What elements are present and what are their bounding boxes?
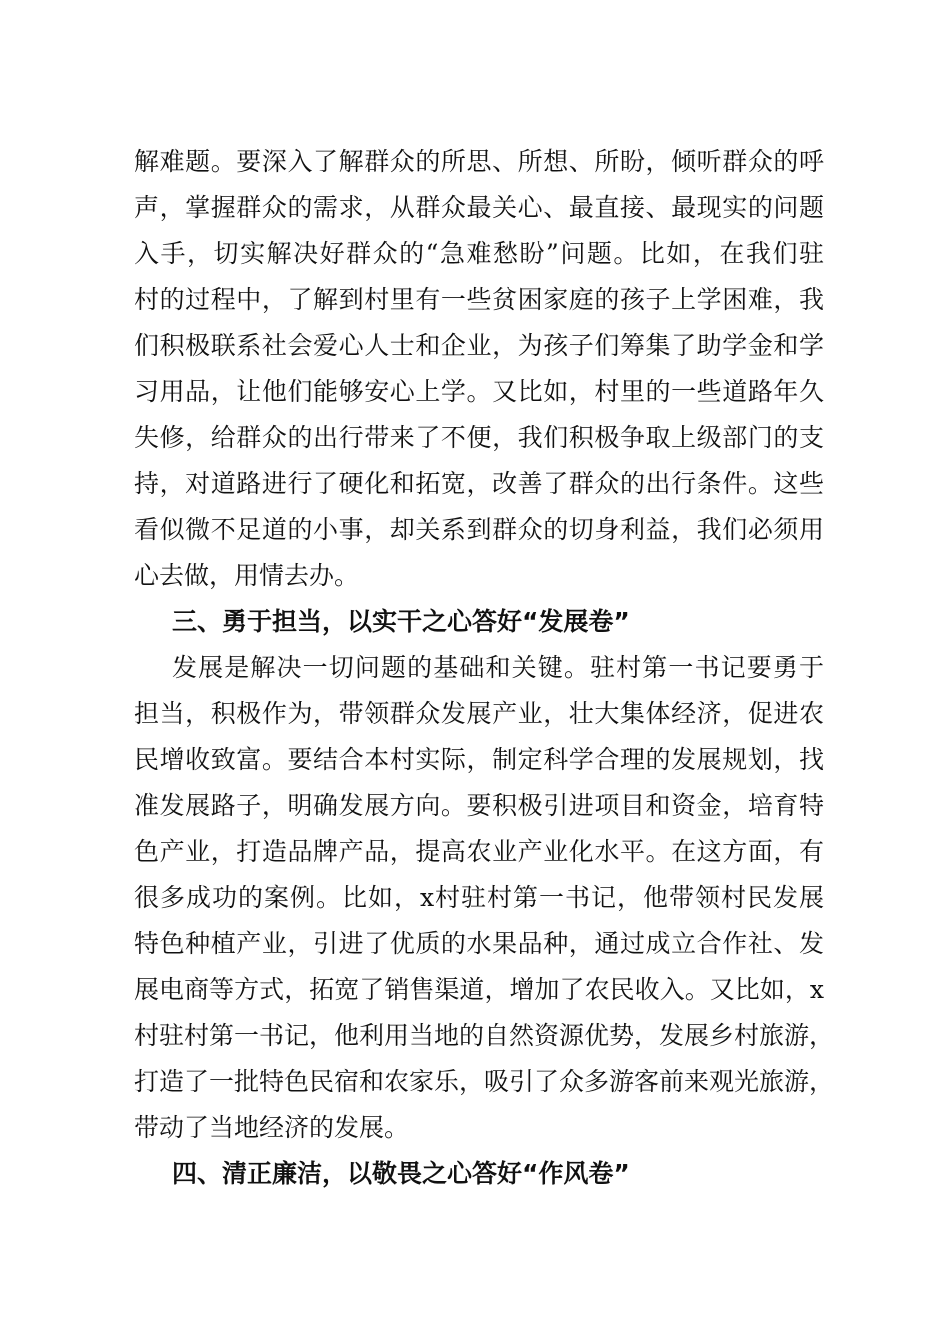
paragraph2-line: 村驻村第一书记，他利用当地的自然资源优势，发展乡村旅游，	[134, 1021, 835, 1050]
paragraph2-line: 准发展路子，明确发展方向。要积极引进项目和资金，培育特	[134, 791, 824, 820]
paragraph2-line: 展电商等方式，拓宽了销售渠道，增加了农民收入。又比如，x	[134, 975, 824, 1004]
section-heading-3: 三、勇于担当，以实干之心答好“发展卷”	[172, 607, 630, 636]
paragraph1-line: 解难题。要深入了解群众的所思、所想、所盼，倾听群众的呼	[134, 147, 824, 176]
paragraph2-line: 担当，积极作为，带领群众发展产业，壮大集体经济，促进农	[134, 699, 824, 728]
paragraph2-line: 很多成功的案例。比如，x村驻村第一书记，他带领村民发展	[134, 883, 824, 912]
paragraph1-line: 声，掌握群众的需求，从群众最关心、最直接、最现实的问题	[134, 193, 824, 222]
paragraph1-line: 习用品，让他们能够安心上学。又比如，村里的一些道路年久	[134, 377, 824, 406]
paragraph2-line: 特色种植产业，引进了优质的水果品种，通过成立合作社、发	[134, 929, 824, 958]
paragraph2-line: 打造了一批特色民宿和农家乐，吸引了众多游客前来观光旅游，	[134, 1067, 835, 1096]
paragraph1-line: 持，对道路进行了硬化和拓宽，改善了群众的出行条件。这些	[134, 469, 824, 498]
paragraph1-line: 失修，给群众的出行带来了不便，我们积极争取上级部门的支	[134, 423, 824, 452]
paragraph1-line: 看似微不足道的小事，却关系到群众的切身利益，我们必须用	[134, 515, 824, 544]
paragraph2-line: 发展是解决一切问题的基础和关键。驻村第一书记要勇于	[172, 653, 824, 682]
paragraph2-line: 色产业，打造品牌产品，提高农业产业化水平。在这方面，有	[134, 837, 824, 866]
section-heading-4: 四、清正廉洁，以敬畏之心答好“作风卷”	[172, 1159, 630, 1188]
paragraph1-line: 村的过程中，了解到村里有一些贫困家庭的孩子上学困难，我	[134, 285, 824, 314]
paragraph1-line: 入手，切实解决好群众的“急难愁盼”问题。比如，在我们驻	[134, 239, 824, 268]
paragraph2-line: 民增收致富。要结合本村实际，制定科学合理的发展规划，找	[134, 745, 824, 774]
paragraph1-line: 心去做，用情去办。	[134, 561, 360, 590]
paragraph1-line: 们积极联系社会爱心人士和企业，为孩子们筹集了助学金和学	[134, 331, 824, 360]
paragraph2-line: 带动了当地经济的发展。	[134, 1113, 410, 1142]
